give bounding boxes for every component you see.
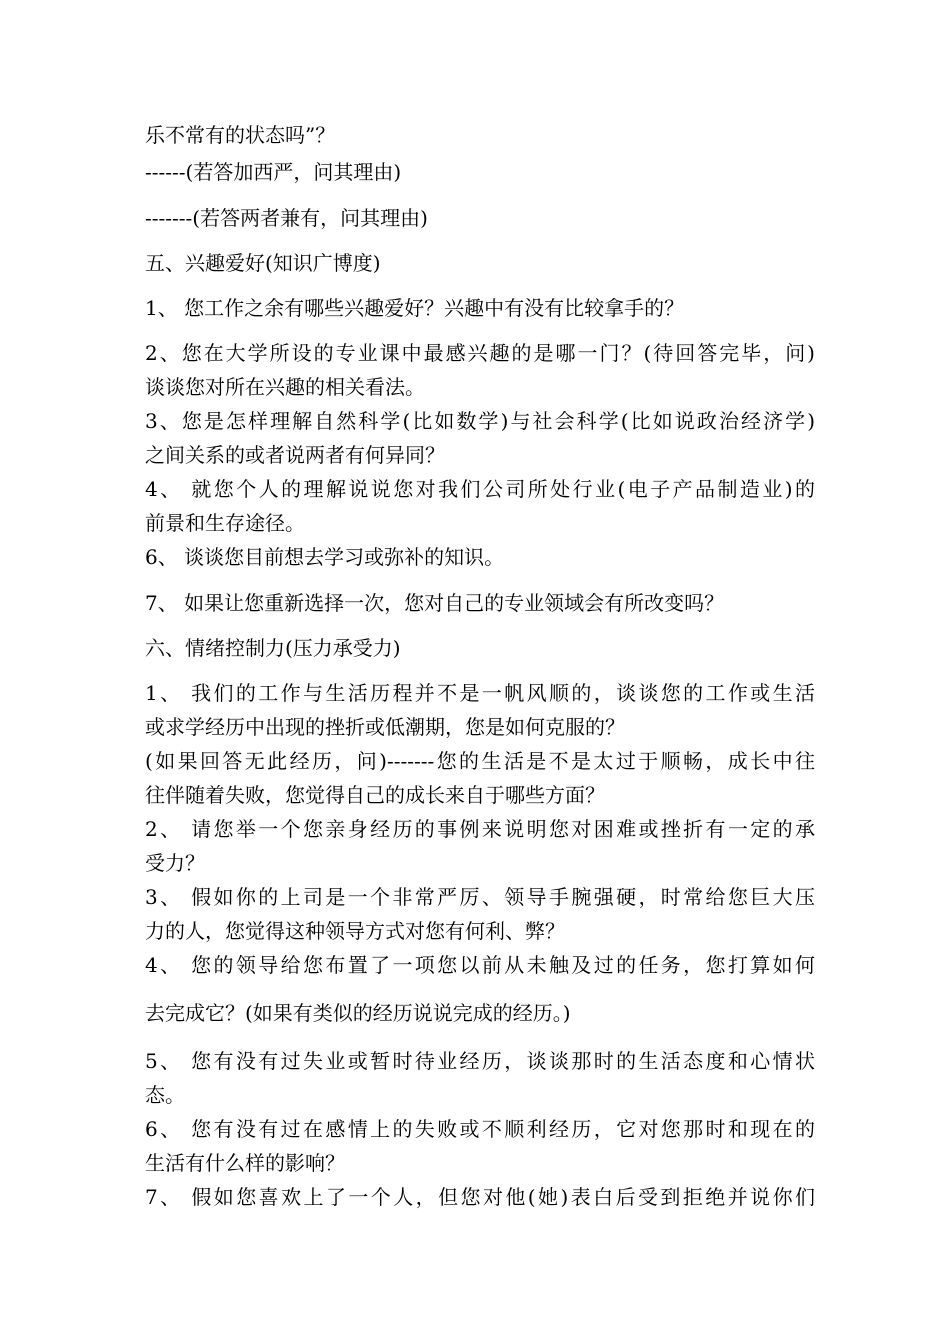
text-line: 1、 您工作之余有哪些兴趣爱好？兴趣中有没有比较拿手的？ bbox=[145, 296, 685, 320]
section-heading-interests: 五、兴趣爱好(知识广博度) bbox=[145, 251, 381, 275]
text-line: 乐不常有的状态吗”？ bbox=[145, 123, 336, 147]
text-line: 之间关系的或者说两者有何异同？ bbox=[145, 443, 445, 467]
text-line: 7、 假如您喜欢上了一个人，但您对他(她)表白后受到拒绝并说你们 bbox=[145, 1185, 815, 1209]
text-line: 受力？ bbox=[145, 851, 205, 875]
text-line: 1、 我们的工作与生活历程并不是一帆风顺的，谈谈您的工作或生活 bbox=[145, 681, 815, 705]
text-line: 谈谈您对所在兴趣的相关看法。 bbox=[145, 375, 425, 399]
text-line: 前景和生存途径。 bbox=[145, 511, 305, 535]
text-line: 6、 您有没有过在感情上的失败或不顺利经历，它对您那时和现在的 bbox=[145, 1117, 815, 1141]
text-line: 态。 bbox=[145, 1083, 185, 1107]
text-line: 4、 您的领导给您布置了一项您以前从未触及过的任务，您打算如何 bbox=[145, 953, 815, 977]
section-heading-emotion-control: 六、情绪控制力(压力承受力) bbox=[145, 636, 401, 660]
text-line: 力的人，您觉得这种领导方式对您有何利、弊？ bbox=[145, 919, 565, 943]
text-line: 生活有什么样的影响？ bbox=[145, 1151, 345, 1175]
text-line: 往伴随着失败，您觉得自己的成长来自于哪些方面？ bbox=[145, 783, 605, 807]
text-line: -------(若答两者兼有，问其理由) bbox=[145, 206, 428, 230]
text-line: 2、您在大学所设的专业课中最感兴趣的是哪一门？(待回答完毕，问) bbox=[145, 341, 815, 365]
text-line: 去完成它？(如果有类似的经历说说完成的经历。) bbox=[145, 1001, 571, 1025]
text-line: 3、您是怎样理解自然科学(比如数学)与社会科学(比如说政治经济学) bbox=[145, 409, 815, 433]
text-line: 2、 请您举一个您亲身经历的事例来说明您对困难或挫折有一定的承 bbox=[145, 817, 815, 841]
text-line: 7、 如果让您重新选择一次，您对自己的专业领域会有所改变吗？ bbox=[145, 591, 725, 615]
text-line: 5、 您有没有过失业或暂时待业经历，谈谈那时的生活态度和心情状 bbox=[145, 1049, 815, 1073]
text-line: 3、 假如你的上司是一个非常严厉、领导手腕强硬，时常给您巨大压 bbox=[145, 885, 815, 909]
text-line: 4、 就您个人的理解说说您对我们公司所处行业(电子产品制造业)的 bbox=[145, 477, 815, 501]
text-line: (如果回答无此经历，问)-------您的生活是不是太过于顺畅，成长中往 bbox=[145, 749, 815, 773]
text-line: 或求学经历中出现的挫折或低潮期，您是如何克服的？ bbox=[145, 715, 625, 739]
text-line: 6、 谈谈您目前想去学习或弥补的知识。 bbox=[145, 545, 505, 569]
text-line: ------(若答加西严，问其理由) bbox=[145, 160, 402, 184]
